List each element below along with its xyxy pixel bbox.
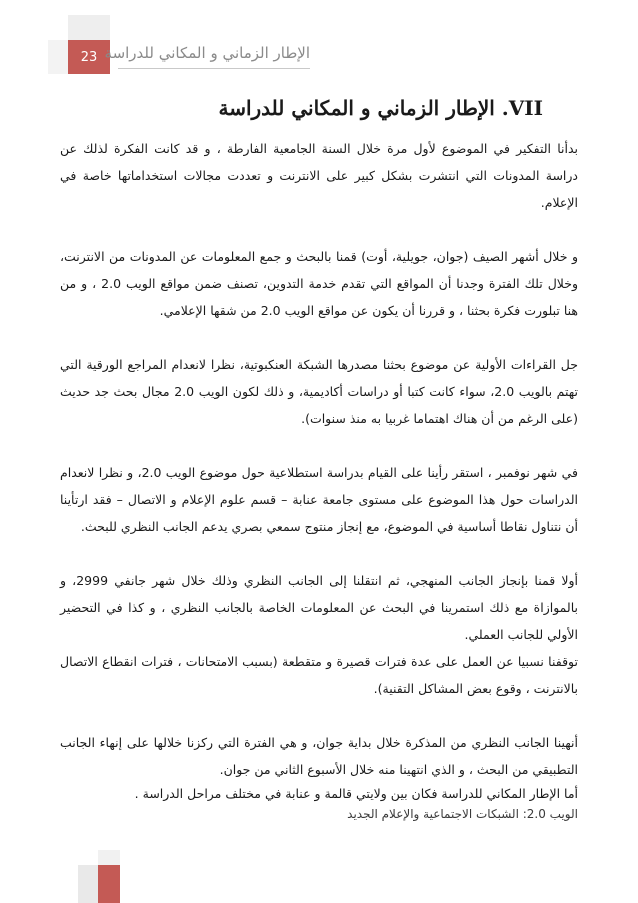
footer-caption: الويب 2.0: الشبكات الاجتماعية والإعلام الجديد	[347, 807, 578, 821]
paragraph: في شهر نوفمبر ، استقر رأينا على القيام بدراسة استطلاعية حول موضوع الويب 2.0، و نظرا لانعدام الدراسات حول هذا الموضوع على مستوى جامعة عنابة – قسم علوم الإعلام و الاتصال – فقد ارتأينا أن نتناول نقاطا أساسية في الموضوع، مع إنجاز منتوج سمعي بصري يدعم الجانب النظري للبحث.	[60, 465, 578, 534]
decorative-block	[98, 865, 120, 903]
paragraph: أولا قمنا بإنجاز الجانب المنهجي، ثم انتقلنا إلى الجانب النظري وذلك خلال شهر جانفي 2999، و بالموازاة مع ذلك استمرينا في البحث عن المعلومات الخاصة بالجانب النظري ، و كذا في التحضير الأولي للجانب العملي.	[60, 573, 578, 642]
page-number	[68, 40, 110, 74]
document-body	[60, 135, 578, 810]
paragraph: بدأنا التفكير في الموضوع لأول مرة خلال السنة الجامعية الفارطة ، و قد كانت الفكرة لذلك عن دراسة المدونات التي انتشرت بشكل كبير على الانترنت و تعددت مجالات استخداماتها خاصة في الإعلام.	[60, 141, 578, 210]
paragraph: توقفنا نسبيا عن العمل على عدة فترات قصيرة و متقطعة (بسبب الامتحانات ، فترات انقطاع الاتصال بالانترنت ، وقوع بعض المشاكل التقنية).	[60, 654, 578, 696]
paragraph: أنهينا الجانب النظري من المذكرة خلال بداية جوان، و هي الفترة التي ركزنا خلالها على إنهاء الجانب التطبيقي من البحث ، و الذي انتهينا منه خلال الأسبوع الثاني من جوان.	[60, 735, 578, 777]
section-heading: VII. الإطار الزماني و المكاني للدراسة	[218, 96, 543, 120]
closing-line: أما الإطار المكاني للدراسة فكان بين ولايتي قالمة و عنابة في مختلف مراحل الدراسة .	[134, 786, 578, 801]
paragraph: و خلال أشهر الصيف (جوان، جويلية، أوت) قمنا بالبحث و جمع المعلومات عن المدونات من الانترنت، وخلال تلك الفترة وجدنا أن المواقع التي تقدم خدمة التدوين، تصنف ضمن مواقع الويب 2.0 ، و من هنا تبلورت فكرة بحثنا ، و قررنا أن يكون عن مواقع الويب 2.0 من شقها الإعلامي.	[60, 249, 579, 318]
decorative-block	[48, 40, 68, 74]
document-footer	[135, 784, 578, 824]
running-header-title: الإطار الزماني و المكاني للدراسة	[118, 44, 310, 69]
decorative-block	[68, 15, 110, 40]
page-number-text: 23	[80, 49, 98, 65]
paragraph: جل القراءات الأولية عن موضوع بحثنا مصدرها الشبكة العنكبوتية، نظرا لانعدام المراجع الورقية التي تهتم بالويب 2.0، سواء كانت كتبا أو دراسات أكاديمية، و ذلك لكون الويب 2.0 مجال بحث جد حديث (على الرغم من أن هناك اهتماما غربيا به منذ سنوات).	[60, 357, 579, 426]
decorative-block	[78, 865, 98, 903]
decorative-block	[98, 850, 120, 865]
